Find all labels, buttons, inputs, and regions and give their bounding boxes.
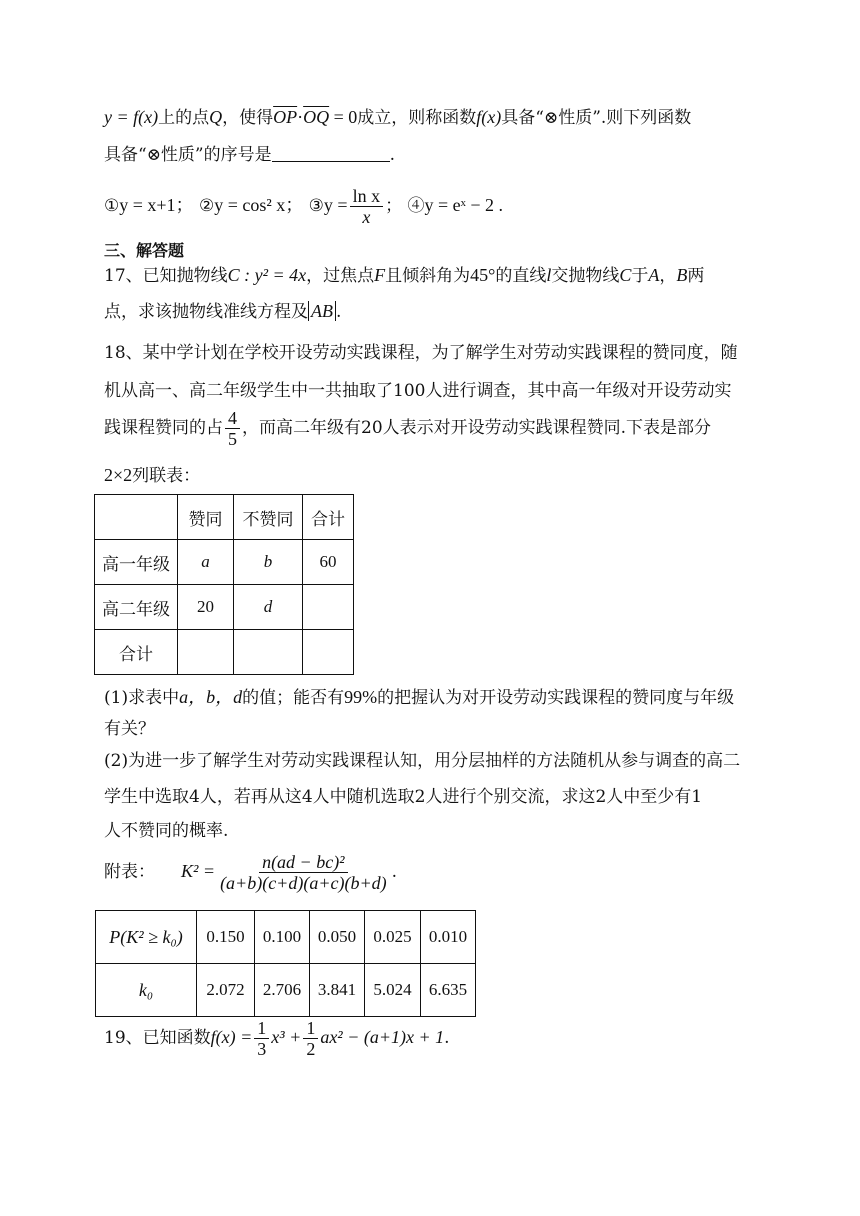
q18-line4 xyxy=(104,462,200,489)
section-heading: 三、解答题 xyxy=(104,241,185,260)
fraction xyxy=(254,1018,269,1059)
math: C : y² = 4x xyxy=(227,265,307,285)
q18-part2-line2: 学生中选取4人，若再从这4人中随机选取2人进行个别交流，求这2人中至少有1 xyxy=(104,787,703,807)
table-cell: 2.072 xyxy=(197,964,255,1017)
fraction xyxy=(303,1018,318,1059)
table-row xyxy=(95,585,354,630)
q16-options xyxy=(104,186,503,227)
table-cell: 60 xyxy=(303,540,354,585)
table-cell xyxy=(178,630,234,675)
text: 交抛物线 xyxy=(551,266,620,286)
math: F xyxy=(374,265,386,285)
text: (1)求表中 xyxy=(104,688,180,708)
abs-value: AB xyxy=(308,301,336,321)
text: ， xyxy=(659,266,677,286)
numerator: 4 xyxy=(225,408,240,429)
math: A xyxy=(648,265,660,285)
math-fx: f(x) xyxy=(476,107,502,127)
math-eq: = 0 xyxy=(329,107,358,127)
q18-part2-line3: 人不赞同的概率. xyxy=(104,821,229,841)
table-row xyxy=(95,630,354,675)
table-cell: d xyxy=(234,585,303,630)
contingency-table xyxy=(94,494,354,675)
appendix-formula xyxy=(104,852,397,893)
denominator: 5 xyxy=(228,429,237,449)
q18-part1-line1 xyxy=(104,684,734,711)
math: f(x) = xyxy=(210,1027,253,1047)
q18-line2: 机从高一、高二年级学生中一共抽取了100人进行调查，其中高一年级对开设劳动实 xyxy=(104,381,732,401)
math-function: y = f(x) xyxy=(104,107,159,127)
table-cell: 赞同 xyxy=(178,495,234,540)
table-row xyxy=(96,911,476,964)
option-marker: ③ xyxy=(308,196,324,216)
text: 点，求该抛物线准线方程及 xyxy=(104,302,308,322)
q17-line2 xyxy=(104,298,341,325)
text: . xyxy=(391,862,397,882)
text: 成立，则称函数 xyxy=(357,108,477,128)
table-cell: 0.050 xyxy=(310,911,365,964)
text: 于 xyxy=(631,266,649,286)
table-cell: 2.706 xyxy=(255,964,310,1017)
text: ，过焦点 xyxy=(306,266,375,286)
table-cell: 高一年级 xyxy=(95,540,178,585)
table-cell: a xyxy=(178,540,234,585)
text: ，而高二年级有20人表示对开设劳动实践课程赞同.下表是部分 xyxy=(242,418,712,438)
math: 99% xyxy=(344,687,378,707)
table-cell: k₀ xyxy=(96,964,197,1017)
text: 具备“⊗性质”.则下列函数 xyxy=(501,108,692,128)
math: a，b，d xyxy=(179,687,243,707)
q19-line xyxy=(104,1018,450,1059)
math: ax² − (a+1)x + 1 xyxy=(320,1027,445,1047)
text: 的值；能否有 xyxy=(242,688,345,708)
denominator: x xyxy=(362,207,371,227)
table-cell xyxy=(234,630,303,675)
text: 列联表： xyxy=(132,466,201,486)
table-cell: b xyxy=(234,540,303,585)
q16-line2 xyxy=(104,142,395,168)
text: . xyxy=(444,1028,450,1048)
text: . xyxy=(336,302,342,322)
table-cell xyxy=(95,495,178,540)
q18-part1-line2: 有关？ xyxy=(104,719,155,739)
fraction xyxy=(217,852,390,893)
numerator: 1 xyxy=(254,1018,269,1039)
option-formula: y = eˣ − 2 . xyxy=(424,195,503,215)
vector-op: $\overline{OP}$ xyxy=(273,107,298,127)
text: 19、已知函数 xyxy=(104,1028,211,1048)
option-formula: y = xyxy=(323,195,348,215)
text: . xyxy=(389,145,396,165)
critical-value-table xyxy=(95,910,476,1017)
math: K² = xyxy=(181,861,216,881)
text: 且倾斜角为 xyxy=(385,266,471,286)
text: 践课程赞同的占 xyxy=(104,418,223,438)
table-row xyxy=(96,964,476,1017)
table-cell: 高二年级 xyxy=(95,585,178,630)
appendix-label: 附表： xyxy=(104,862,155,882)
table-row xyxy=(95,495,354,540)
math: C xyxy=(619,265,632,285)
table-cell: 合计 xyxy=(303,495,354,540)
table-cell: 不赞同 xyxy=(234,495,303,540)
text: 上的点 xyxy=(158,108,210,128)
table-cell: 0.100 xyxy=(255,911,310,964)
option-formula: y = cos² x； xyxy=(214,195,304,215)
table-cell: 合计 xyxy=(95,630,178,675)
text: 具备“⊗性质”的序号是 xyxy=(104,145,272,165)
math: 45° xyxy=(470,265,496,285)
text: ； xyxy=(385,196,403,216)
table-cell xyxy=(303,630,354,675)
q17-line1 xyxy=(104,262,704,289)
table-cell: 20 xyxy=(178,585,234,630)
q16-line1 xyxy=(104,104,691,131)
numerator: ln x xyxy=(350,186,384,207)
dot-symbol: · xyxy=(297,107,304,127)
table-cell xyxy=(303,585,354,630)
numerator: n(ad − bc)² xyxy=(259,852,348,873)
option-marker: ① xyxy=(104,196,120,216)
denominator: 2 xyxy=(306,1039,316,1059)
text: ，使得 xyxy=(222,108,274,128)
q18-line1: 18、某中学计划在学校开设劳动实践课程，为了解学生对劳动实践课程的赞同度，随 xyxy=(104,343,738,363)
q18-part2-line1: (2)为进一步了解学生对劳动实践课程认知，用分层抽样的方法随机从参与调查的高二 xyxy=(104,751,741,771)
table-cell: 5.024 xyxy=(365,964,421,1017)
fraction xyxy=(225,408,240,449)
text: 两 xyxy=(687,266,705,286)
math: B xyxy=(676,265,688,285)
option-formula: y = x+1； xyxy=(119,195,194,215)
text: 的直线 xyxy=(495,266,547,286)
math: l xyxy=(546,265,552,285)
option-marker: ② xyxy=(198,196,215,216)
fraction xyxy=(350,186,384,227)
math-var: Q xyxy=(209,107,223,127)
answer-blank xyxy=(272,143,390,162)
table-cell: 3.841 xyxy=(310,964,365,1017)
denominator: 3 xyxy=(257,1039,267,1059)
vector-oq: $\overline{OQ}$ xyxy=(303,107,330,127)
table-cell: 0.150 xyxy=(197,911,255,964)
table-cell: 6.635 xyxy=(421,964,476,1017)
table-cell: P(K² ≥ k₀) xyxy=(96,911,197,964)
math: 2×2 xyxy=(104,465,133,485)
text: 17、已知抛物线 xyxy=(104,266,228,286)
text: 的把握认为对开设劳动实践课程的赞同度与年级 xyxy=(377,688,735,708)
numerator: 1 xyxy=(303,1018,318,1039)
q18-line3 xyxy=(104,408,711,449)
denominator: (a+b)(c+d)(a+c)(b+d) xyxy=(220,873,387,893)
math: x³ + xyxy=(271,1027,302,1047)
option-marker: ④ xyxy=(407,196,425,216)
table-row xyxy=(95,540,354,585)
table-cell: 0.010 xyxy=(421,911,476,964)
table-cell: 0.025 xyxy=(365,911,421,964)
